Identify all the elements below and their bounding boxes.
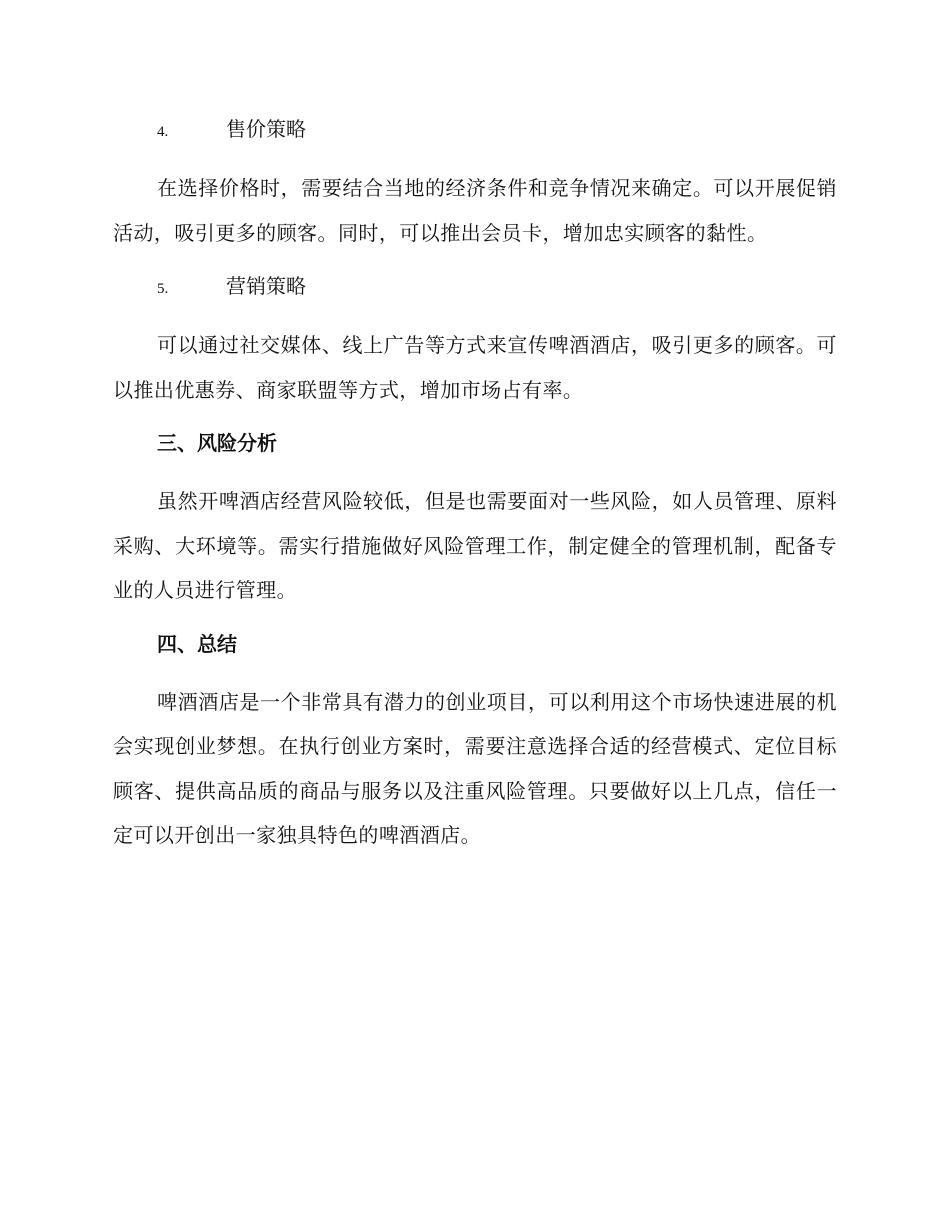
document-page <box>113 112 837 872</box>
item-number: 5. <box>157 281 169 297</box>
item-number: 4. <box>157 124 169 140</box>
paragraph-risk: 虽然开啤酒店经营风险较低，但是也需要面对一些风险，如人员管理、原料采购、大环境等。需实行措施做好风险管理工作，制定健全的管理机制，配备专业的人员进行管理。 <box>113 489 837 602</box>
paragraph-pricing: 在选择价格时，需要结合当地的经济条件和竞争情况来确定。可以开展促销活动，吸引更多的顾客。同时，可以推出会员卡，增加忠实顾客的黏性。 <box>113 176 837 245</box>
item-title: 营销策略 <box>226 274 306 298</box>
paragraph-summary: 啤酒酒店是一个非常具有潜力的创业项目，可以利用这个市场快速进展的机会实现创业梦想。在执行创业方案时，需要注意选择合适的经营模式、定位目标顾客、提供高品质的商品与服务以及注重风险管理。只要做好以上几点，信任一定可以开创出一家独具特色的啤酒酒店。 <box>113 689 837 847</box>
section-heading-risk: 三、风险分析 <box>157 431 277 455</box>
paragraph-marketing: 可以通过社交媒体、线上广告等方式来宣传啤酒酒店，吸引更多的顾客。可以推出优惠券、商家联盟等方式，增加市场占有率。 <box>113 333 837 402</box>
item-heading-marketing <box>113 269 837 306</box>
section-heading-summary: 四、总结 <box>157 631 237 656</box>
item-heading-pricing <box>113 112 837 149</box>
item-title: 售价策略 <box>226 117 306 141</box>
